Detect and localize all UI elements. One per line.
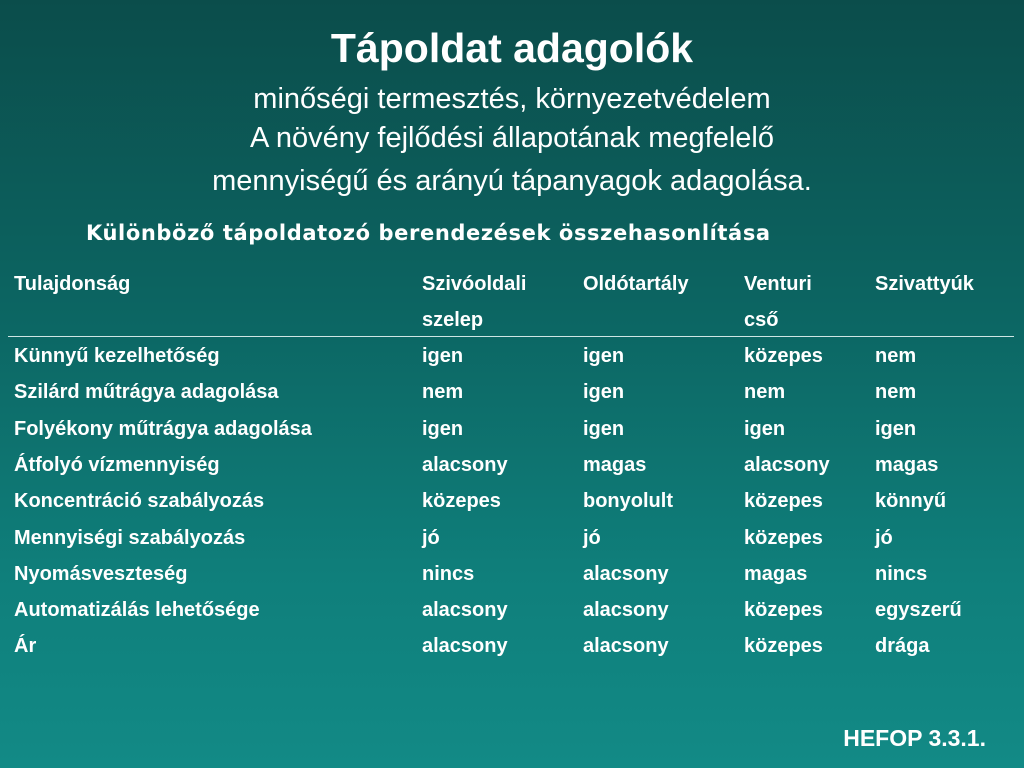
row-value: nem (875, 381, 917, 404)
row-value: magas (583, 453, 647, 476)
table-row (0, 592, 1024, 628)
row-value: közepes (744, 345, 823, 367)
row-property: Nyomásveszteség (14, 562, 188, 585)
row-value: igen (583, 345, 625, 367)
row-value: nem (744, 381, 786, 404)
table-row (0, 483, 1024, 519)
table-row (0, 520, 1024, 556)
row-value: alacsony (583, 635, 669, 658)
header-venturi-cso: Venturi cső (744, 273, 812, 331)
slide-title: Tápoldat adagolók (330, 25, 694, 71)
row-property: Automatizálás lehetősége (14, 599, 260, 622)
table-row (0, 447, 1024, 483)
header-szivattyuk: Szivattyúk (875, 273, 974, 295)
table-row (0, 411, 1024, 447)
header-szivooldali-szelep: Szivóoldali szelep (422, 273, 527, 331)
table-row (0, 338, 1024, 374)
row-property: Mennyiségi szabályozás (14, 526, 246, 549)
row-value: igen (583, 417, 625, 440)
header-divider (8, 336, 1014, 337)
row-value: közepes (744, 599, 823, 622)
row-value: alacsony (422, 599, 508, 622)
row-property: Ár (14, 635, 37, 658)
row-value: jó (583, 526, 601, 549)
row-property: Künnyű kezelhetőség (14, 345, 220, 367)
row-property: Folyékony műtrágya adagolása (14, 417, 312, 440)
row-value: alacsony (583, 562, 669, 585)
row-value: magas (875, 453, 939, 476)
row-value: közepes (422, 490, 501, 513)
header-oldotartaly: Oldótartály (583, 273, 689, 295)
table-row (0, 628, 1024, 664)
footer-label: HEFOP 3.3.1. (843, 725, 986, 751)
row-value: nem (422, 381, 464, 404)
row-value: drága (875, 635, 930, 658)
subtitle-line-2: A növény fejlődési állapotának megfelelő (250, 122, 774, 154)
table-row (0, 374, 1024, 410)
row-value: igen (875, 417, 917, 440)
row-property: Átfolyó vízmennyiség (14, 453, 220, 476)
row-property: Koncentráció szabályozás (14, 490, 265, 513)
row-value: közepes (744, 526, 823, 549)
table-row (0, 556, 1024, 592)
row-value: bonyolult (583, 490, 673, 513)
row-value: alacsony (744, 453, 830, 476)
table-header-row (0, 266, 1024, 336)
row-value: közepes (744, 490, 823, 513)
row-property: Szilárd műtrágya adagolása (14, 381, 279, 404)
table-heading: Különböző tápoldatozó berendezések összehasonlítása (86, 221, 771, 245)
row-value: nem (875, 345, 917, 367)
header-tulajdonsag: Tulajdonság (14, 273, 131, 295)
row-value: alacsony (583, 599, 669, 622)
subtitle-line-3: mennyiségű és arányú tápanyagok adagolása. (212, 165, 812, 197)
row-value: közepes (744, 635, 823, 658)
row-value: egyszerű (875, 599, 962, 622)
row-value: jó (422, 526, 440, 549)
row-value: igen (422, 417, 464, 440)
row-value: alacsony (422, 453, 508, 476)
row-value: magas (744, 562, 808, 585)
row-value: igen (422, 345, 464, 367)
row-value: alacsony (422, 635, 508, 658)
row-value: könnyű (875, 490, 947, 513)
subtitle-line-1: minőségi termesztés, környezetvédelem (253, 83, 771, 115)
row-value: nincs (422, 562, 475, 585)
row-value: igen (744, 417, 786, 440)
row-value: igen (583, 381, 625, 404)
row-value: jó (875, 526, 893, 549)
row-value: nincs (875, 562, 928, 585)
